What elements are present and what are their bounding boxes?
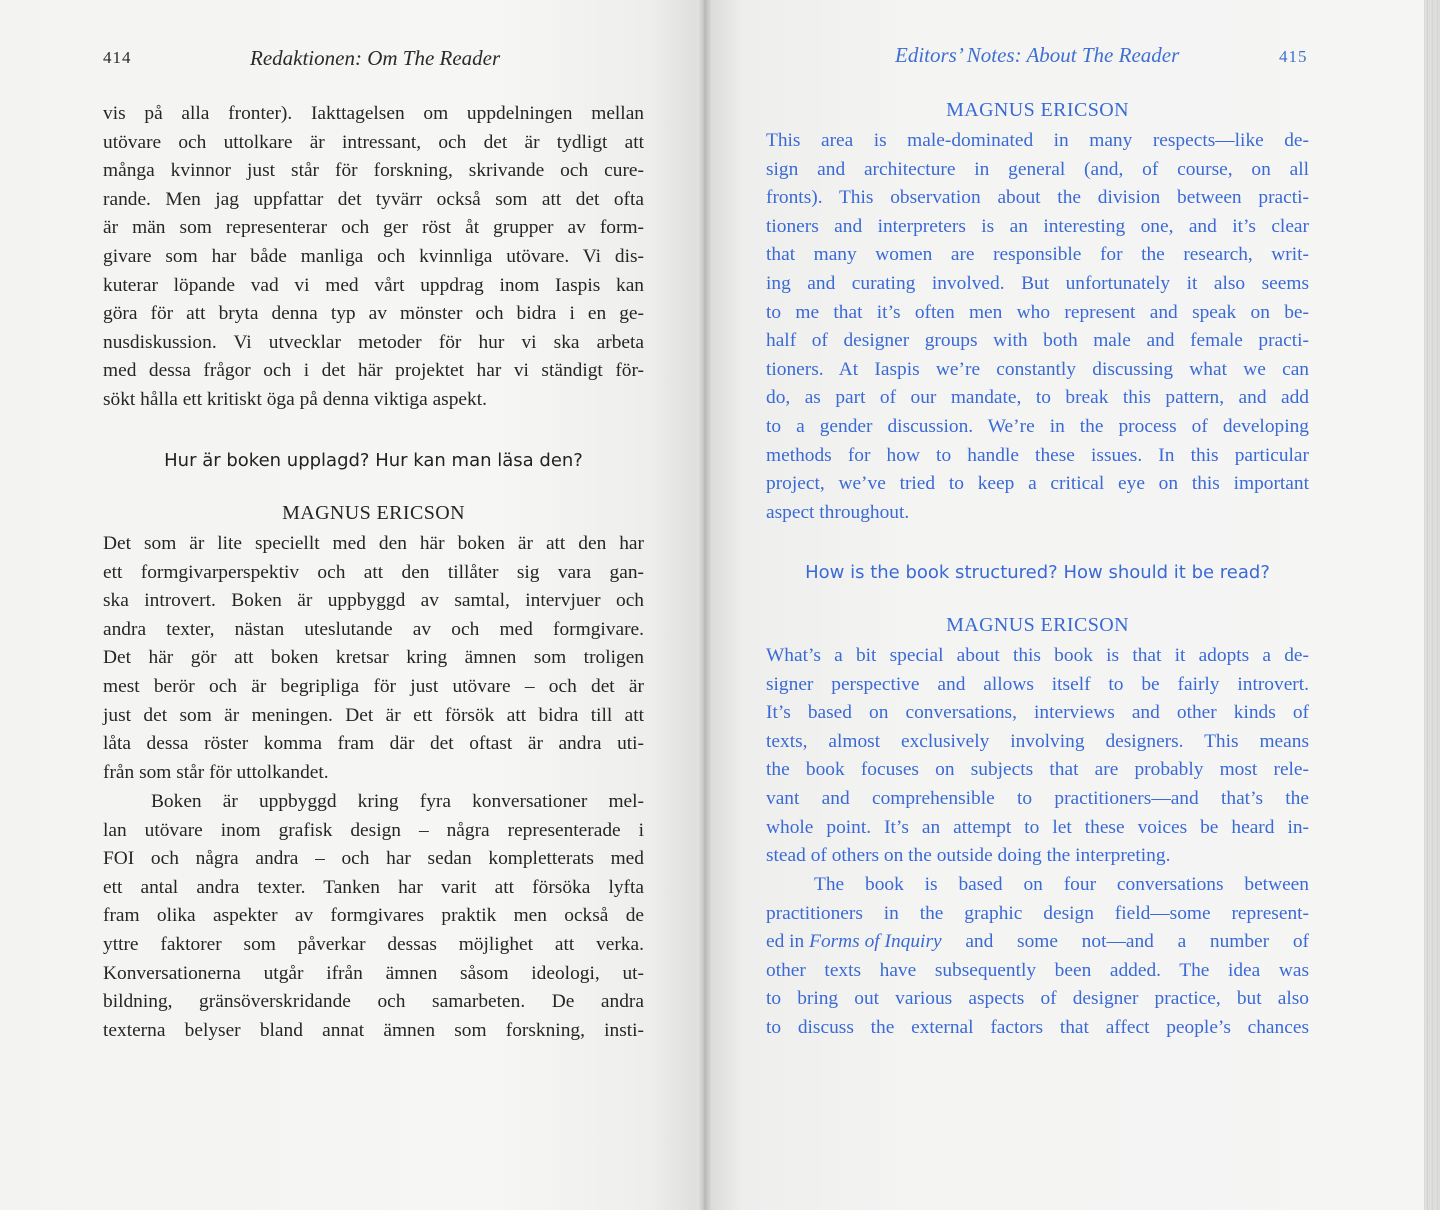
text-line: utövare och uttolkare är intressant, och det är tydligt att (103, 131, 644, 153)
text-line: sökt hålla ett kritiskt öga på denna viktiga aspekt. (103, 388, 487, 410)
text-line: andra texter, nästan uteslutande av och med formgivare. (103, 618, 644, 640)
text-line: många kvinnor just står för forskning, skrivande och cure- (103, 160, 644, 182)
text-fragment: and some not—and a number of (941, 931, 1309, 953)
text-line: yttre faktorer som påverkar dessas möjlighet att verka. (103, 933, 644, 955)
text-line: Det som är lite speciellt med den här boken är att den har (103, 533, 644, 554)
text-line: FOI och några andra – och har sedan kompletterats med (103, 848, 644, 870)
right-speaker-name-1: MAGNUS ERICSON (946, 99, 1129, 121)
text-line: givare som har både manliga och kvinnliga utövare. Vi dis- (103, 245, 644, 267)
right-paragraph-2 (766, 642, 1309, 871)
text-line: låta dessa röster komma fram där det oftast är andra uti- (103, 733, 644, 755)
text-line: vis på alla fronter). Iakttagelsen om uppdelningen mellan (103, 103, 644, 124)
text-line: ska introvert. Boken är uppbyggd av samtal, intervjuer och (103, 590, 644, 612)
text-line: practitioners in the graphic design field—some represent- (766, 902, 1309, 924)
left-section-heading: Hur är boken upplagd? Hur kan man läsa den? (164, 450, 583, 471)
text-line: mest berör och är begripliga för just utövare – och det är (103, 675, 644, 697)
text-line: the book focuses on subjects that are probably most rele- (766, 759, 1309, 781)
text-line: whole point. It’s an attempt to let these voices be heard in- (766, 816, 1309, 838)
text-line: just det som är meningen. Det är ett försök att bidra till att (103, 704, 644, 726)
text-line: other texts have subsequently been added. The idea was (766, 959, 1309, 981)
text-line: stead of others on the outside doing the interpreting. (766, 845, 1171, 867)
right-paragraph-1 (766, 127, 1309, 527)
text-line: lan utövare inom grafisk design – några representerade i (103, 819, 644, 841)
page-edges (1424, 0, 1440, 1210)
text-line: to a gender discussion. We’re in the process of developing (766, 415, 1309, 437)
text-line: Konversationerna utgår ifrån ämnen såsom ideologi, ut- (103, 962, 644, 984)
text-line: to discuss the external factors that affect people’s chances (766, 1016, 1309, 1038)
text-line: This area is male-dominated in many respects—like de- (766, 130, 1309, 151)
text-line: signer perspective and allows itself to be fairly introvert. (766, 673, 1309, 695)
text-line: Det här gör att boken kretsar kring ämnen som troligen (103, 647, 644, 669)
text-line: do, as part of our mandate, to break this pattern, and add (766, 387, 1309, 409)
left-page-number: 414 (103, 48, 132, 67)
text-line: från som står för uttolkandet. (103, 761, 329, 783)
text-line: that many women are responsible for the research, writ- (766, 244, 1309, 266)
text-line: nusdiskussion. Vi utvecklar metoder för hur vi ska arbeta (103, 331, 644, 353)
right-page-number: 415 (1279, 47, 1308, 66)
text-line: to bring out various aspects of designer practice, but also (766, 988, 1309, 1010)
text-line: vant and comprehensible to practitioners—and that’s the (766, 787, 1309, 809)
text-fragment: ed in (766, 931, 810, 953)
text-line: texts, almost exclusively involving designers. This means (766, 730, 1309, 752)
text-line: är män som representerar och ger röst åt grupper av form- (103, 217, 644, 239)
right-speaker-name-2: MAGNUS ERICSON (946, 614, 1129, 636)
left-speaker-name: MAGNUS ERICSON (282, 502, 465, 524)
right-section-heading: How is the book structured? How should it be read? (805, 562, 1270, 583)
left-running-head: Redaktionen: Om The Reader (250, 46, 501, 70)
text-line: fram olika aspekter av formgivares praktik men också de (103, 905, 644, 927)
text-line (766, 928, 1309, 957)
left-paragraph-2 (103, 530, 644, 787)
text-line: kuterar löpande vad vi med vårt uppdrag inom Iaspis kan (103, 274, 644, 296)
left-paragraph-1 (103, 100, 644, 415)
text-line: sign and architecture in general (and, of course, on all (766, 158, 1309, 180)
text-line: tioners and interpreters is an interesting one, and it’s clear (766, 215, 1309, 237)
text-line: göra för att bryta denna typ av mönster och bidra i en ge- (103, 303, 644, 325)
text-line: methods for how to handle these issues. In this particular (766, 444, 1309, 466)
text-line: to me that it’s often men who represent and speak on be- (766, 301, 1309, 323)
text-line: half of designer groups with both male and female practi- (766, 330, 1309, 352)
text-line: ett formgivarperspektiv och att den tillåter sig vara gan- (103, 561, 644, 583)
book-title: Forms of Inquiry (809, 931, 942, 953)
text-line: ing and curating involved. But unfortunately it also seems (766, 272, 1309, 294)
text-line: It’s based on conversations, interviews and other kinds of (766, 702, 1309, 724)
text-line: The book is based on four conversations between (814, 874, 1309, 895)
text-line: aspect throughout. (766, 501, 910, 523)
text-line: ett antal andra texter. Tanken har varit att försöka lyfta (103, 876, 644, 898)
right-paragraph-3 (766, 871, 1309, 1043)
text-line: tioners. At Iaspis we’re constantly discussing what we can (766, 358, 1309, 380)
text-line: What’s a bit special about this book is that it adopts a de- (766, 645, 1309, 666)
text-line: fronts). This observation about the division between practi- (766, 187, 1309, 209)
right-running-head: Editors’ Notes: About The Reader (895, 43, 1180, 67)
book-gutter (697, 0, 711, 1210)
left-paragraph-3 (103, 788, 644, 1045)
text-line: texterna belyser bland annat ämnen som forskning, insti- (103, 1019, 644, 1041)
text-line: bildning, gränsöverskridande och samarbeten. De andra (103, 991, 644, 1013)
text-line: rande. Men jag uppfattar det tyvärr också som att det ofta (103, 188, 644, 210)
text-line: project, we’ve tried to keep a critical eye on this important (766, 473, 1309, 495)
text-line: med dessa frågor och i det här projektet har vi ständigt för- (103, 360, 644, 382)
text-line: Boken är uppbyggd kring fyra konversationer mel- (151, 791, 644, 812)
